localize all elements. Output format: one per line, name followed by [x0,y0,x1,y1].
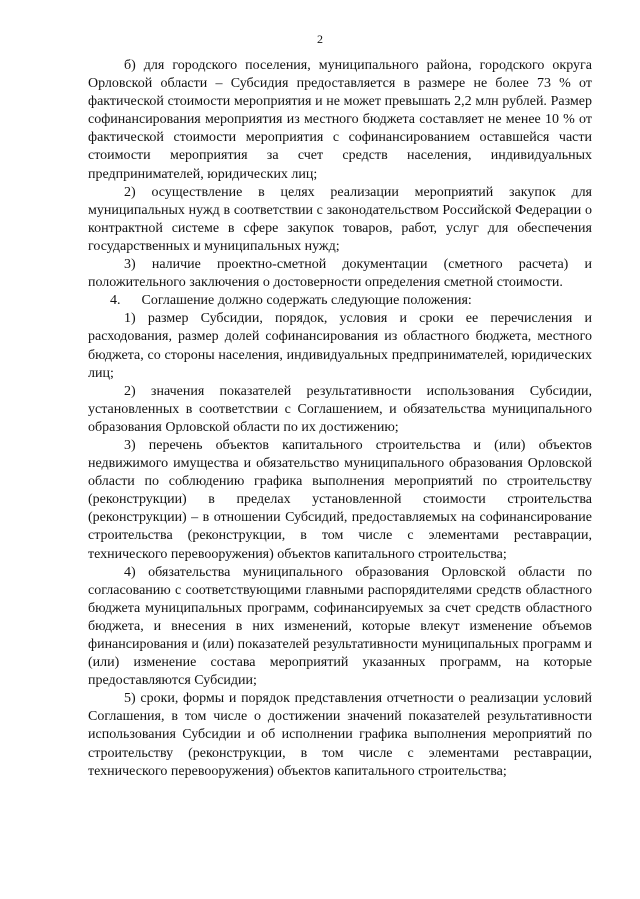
paragraph-subsidy-amount: 1) размер Субсидии, порядок, условия и сроки ее перечисления и расходования, размер долей софинансирования из областного бюджета, местного бюджета, со стороны населения, индивидуальных предпринимателей, юридических лиц; [88,311,592,381]
paragraph-municipal-programs: 4) обязательства муниципального образования Орловской области по согласованию с соответствующими главными распорядителями средств областного бюджета муниципальных программ, софинансируемых за счет средств областного бюджета, и внесения в них изменений, которые влекут изменение объемов финансирования и (или) показателей результативности муниципальных программ и (или) изменение состава мероприятий указанных программ, на которые предоставляются Субсидии; [88,564,592,689]
paragraph-subsidy-share: б) для городского поселения, муниципального района, городского округа Орловской области – Субсидия предоставляется в размере не более 73 % от фактической стоимости мероприятия и не может превышать 2,2 млн рублей. Размер софинансирования мероприятия из местного бюджета составляет не менее 10 % от фактической стоимости мероприятия с софинансированием оставшейся части стоимости мероприятия за счет средств населения, индивидуальных предпринимателей, юридических лиц; [88,58,592,182]
paragraph-agreement-provisions: 4. Соглашение должно содержать следующие положения: [110,293,472,309]
paragraph-estimate-documentation: 3) наличие проектно-сметной документации (сметного расчета) и положительного заключения о достоверности определения сметной стоимости. [88,257,592,291]
paragraph-reporting: 5) сроки, формы и порядок представления отчетности о реализации условий Соглашения, в том числе о достижении значений показателей результативности использования Субсидии и об исполнении графика выполнения мероприятий по строительству (реконструкции, в том числе с элементами реставрации, технического перевооружения) объектов капитального строительства; [88,691,592,779]
paragraph-construction-objects: 3) перечень объектов капитального строительства и (или) объектов недвижимого имущества и обязательство муниципального образования Орловской области по соблюдению графика выполнения мероприятий по строительству (реконструкции) в пределах установленной стоимости строительства (реконструкции) – в отношении Субсидий, предоставляемых на софинансирование строительства (реконструкции, в том числе с элементами реставрации, технического перевооружения) объектов капитального строительства; [88,437,592,562]
document-body [88,57,592,781]
paragraph-procurement: 2) осуществление в целях реализации мероприятий закупок для муниципальных нужд в соответствии с законодательством Российской Федерации о контрактной системе в сфере закупок товаров, работ, услуг для обеспечения государственных и муниципальных нужд; [88,184,592,254]
page-number: 2 [317,32,323,46]
paragraph-performance-indicators: 2) значения показателей результативности использования Субсидии, установленных в соответствии с Соглашением, и обязательства муниципального образования Орловской области по их достижению; [88,383,592,435]
